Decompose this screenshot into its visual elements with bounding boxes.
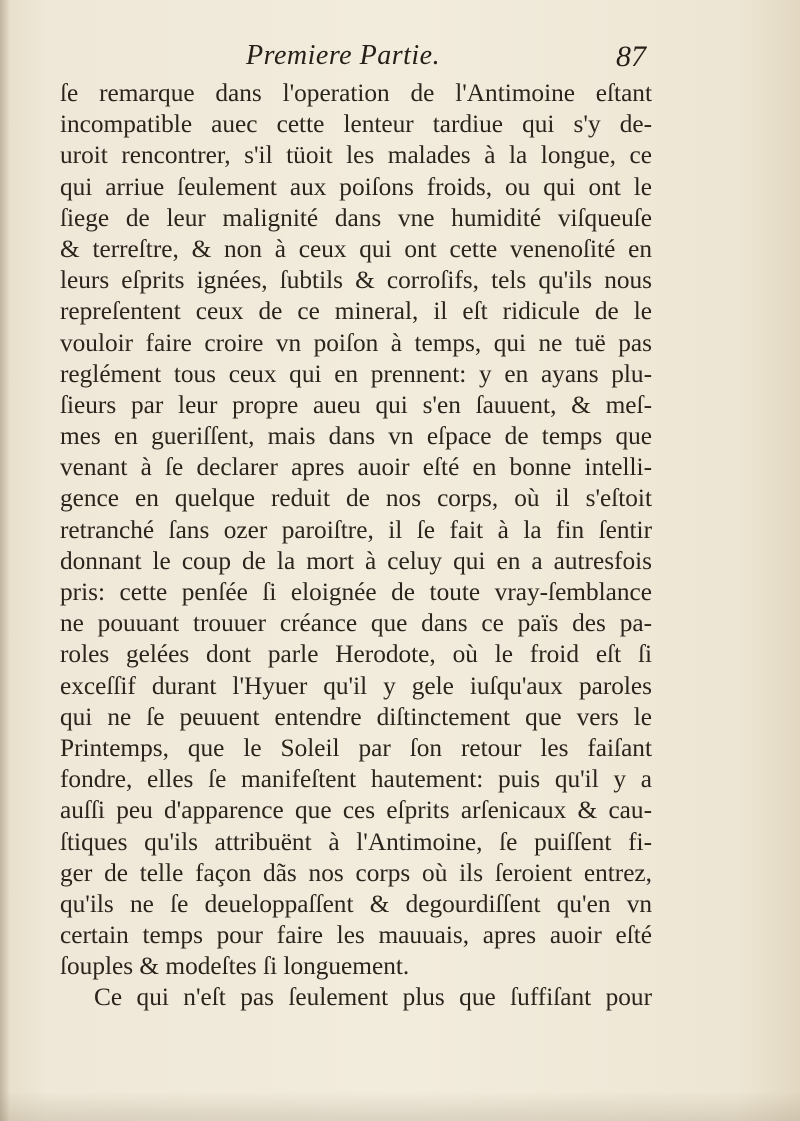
text-line: auſſi peu d'apparence que ces eſprits arſenicaux & cau-	[60, 796, 652, 825]
text-line: qu'ils ne ſe deueloppaſſent & degourdiſſent qu'en vn	[60, 889, 652, 918]
text-line: mes en gueriſſent, mais dans vn eſpace de temps que	[60, 422, 652, 451]
text-line: leurs eſprits ignées, ſubtils & corroſifs, tels qu'ils nous	[60, 266, 652, 295]
text-line: ſieurs par leur propre aueu qui s'en ſauuent, & meſ-	[60, 390, 652, 419]
text-line: retranché ſans ozer paroiſtre, il ſe fait à la fin ſentir	[60, 515, 652, 544]
text-line: ne pouuant trouuer créance que dans ce païs des pa-	[60, 609, 652, 638]
body-text	[60, 78, 652, 1014]
running-head: Premiere Partie.	[246, 40, 441, 71]
text-line: donnant le coup de la mort à celuy qui en a autresfois	[60, 546, 652, 575]
text-line: reglément tous ceux qui en prennent: y en ayans plu-	[60, 359, 652, 388]
page-bottom-shadow	[0, 1091, 800, 1121]
text-line: ſe remarque dans l'operation de l'Antimoine eſtant	[60, 79, 652, 107]
text-line: pris: cette penſée ſi eloignée de toute vray-ſemblance	[60, 578, 652, 606]
text-line: incompatible auec cette lenteur tardiue qui s'y de-	[60, 110, 652, 139]
text-line: qui ne ſe peuuent entendre diſtinctement que vers le	[60, 702, 652, 731]
text-line: repreſentent ceux de ce mineral, il eſt ridicule de le	[60, 297, 652, 326]
text-line: uroit rencontrer, s'il tüoit les malades à la longue, ce	[60, 141, 652, 170]
text-line: ſtiques qu'ils attribuënt à l'Antimoine, ſe puiſſent fi-	[60, 827, 652, 856]
text-line: roles gelées dont parle Herodote, où le froid eſt ſi	[60, 640, 652, 669]
page-header	[60, 40, 660, 80]
text-line: certain temps pour faire les mauuais, apres auoir eſté	[60, 921, 652, 950]
text-line: ſiege de leur malignité dans vne humidité viſqueuſe	[60, 203, 652, 232]
text-line: venant à ſe declarer apres auoir eſté en bonne intelli-	[60, 453, 652, 482]
text-line: ger de telle façon dãs nos corps où ils ſeroient entrez,	[60, 858, 652, 887]
page-number: 87	[616, 40, 646, 73]
text-line: gence en quelque reduit de nos corps, où il s'eſtoit	[60, 484, 652, 513]
text-line: ſouples & modeſtes ſi longuement.	[60, 952, 410, 981]
text-line: exceſſif durant l'Hyuer qu'il y gele iuſqu'aux paroles	[60, 671, 652, 700]
text-line: fondre, elles ſe manifeſtent hautement: puis qu'il y a	[60, 765, 652, 794]
text-line: qui arriue ſeulement aux poiſons froids, ou qui ont le	[60, 172, 652, 201]
text-line: Printemps, que le Soleil par ſon retour les faiſant	[60, 733, 652, 762]
text-line: & terreſtre, & non à ceux qui ont cette venenoſité en	[60, 234, 652, 263]
text-line: vouloir faire croire vn poiſon à temps, qui ne tuë pas	[60, 328, 652, 357]
gutter-shadow	[0, 0, 10, 1121]
text-line: Ce qui n'eſt pas ſeulement plus que ſuffiſant pour	[94, 983, 652, 1012]
